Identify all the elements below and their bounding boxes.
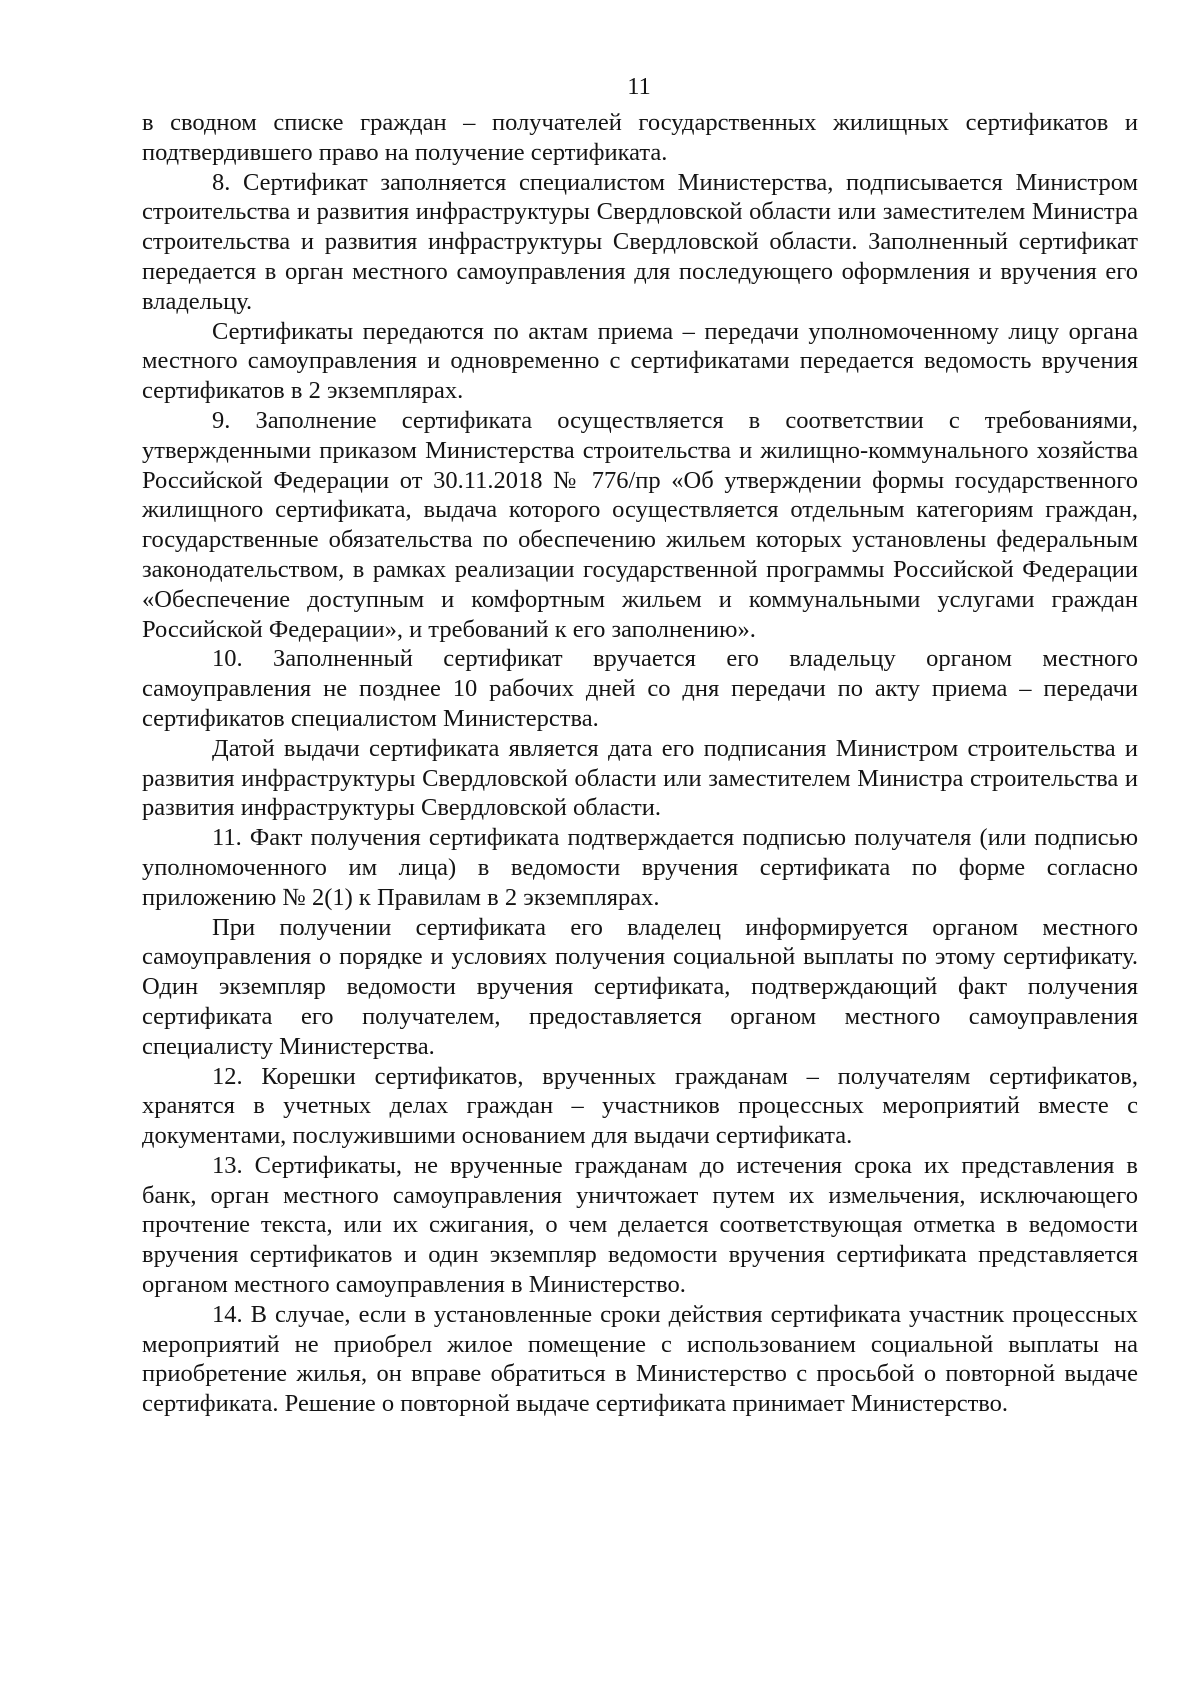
- paragraph-item-13: 13. Сертификаты, не врученные гражданам до истечения срока их представления в банк, орган местного самоуправления уничтожает путем их измельчения, исключающего прочтение текста, или их сжигания, о чем делается соответствующая отметка в ведомости вручения сертификатов и один экземпляр ведомости вручения сертификата представляется органом местного самоуправления в Министерство.: [142, 1151, 1138, 1299]
- paragraph-item-10: 10. Заполненный сертификат вручается его владельцу органом местного самоуправления не позднее 10 рабочих дней со дня передачи по акту приема – передачи сертификатов специалистом Министерства.: [142, 645, 1138, 732]
- paragraph-item-11-informing: При получении сертификата его владелец информируется органом местного самоуправления о порядке и условиях получения социальной выплаты по этому сертификату. Один экземпляр ведомости вручения сертификата, подтверждающий факт получения сертификата его получателем, предоставляется органом местного самоуправления специалисту Министерства.: [142, 913, 1138, 1060]
- paragraph-item-14: 14. В случае, если в установленные сроки действия сертификата участник процессных мероприятий не приобрел жилое помещение с использованием социальной выплаты на приобретение жилья, он вправе обратиться в Министерство с просьбой о повторной выдаче сертификата. Решение о повторной выдаче сертификата принимает Министерство.: [142, 1300, 1138, 1418]
- paragraph-continuation: в сводном списке граждан – получателей государственных жилищных сертификатов и подтвердившего право на получение сертификата.: [142, 109, 1138, 166]
- paragraph-item-10-issue-date: Датой выдачи сертификата является дата его подписания Министром строительства и развития инфраструктуры Свердловской области или заместителем Министра строительства и развития инфраструктуры Свердловской области.: [142, 734, 1138, 822]
- paragraph-item-11: 11. Факт получения сертификата подтверждается подписью получателя (или подписью уполномоченного им лица) в ведомости вручения сертификата по форме согласно приложению № 2(1) к Правилам в 2 экземплярах.: [142, 824, 1138, 911]
- page-number: 11: [627, 73, 651, 100]
- paragraph-item-8-transfer: Сертификаты передаются по актам приема – передачи уполномоченному лицу органа местного самоуправления и одновременно с сертификатами передается ведомость вручения сертификатов в 2 экземплярах.: [142, 317, 1138, 405]
- paragraph-item-12: 12. Корешки сертификатов, врученных гражданам – получателям сертификатов, хранятся в учетных делах граждан – участников процессных мероприятий вместе с документами, послужившими основанием для выдачи сертификата.: [142, 1062, 1138, 1150]
- document-page: [142, 72, 1138, 1419]
- paragraph-item-9: 9. Заполнение сертификата осуществляется в соответствии с требованиями, утвержденными приказом Министерства строительства и жилищно-коммунального хозяйства Российской Федерации от 30.11.2018 № 776/пр «Об утверждении формы государственного жилищного сертификата, выдача которого осуществляется отдельным категориям граждан, государственные обязательства по обеспечению жильем которых установлены федеральным законодательством, в рамках реализации государственной программы Российской Федерации «Обеспечение доступным и комфортным жильем и коммунальными услугами граждан Российской Федерации», и требований к его заполнению».: [142, 406, 1138, 643]
- paragraph-item-8: 8. Сертификат заполняется специалистом Министерства, подписывается Министром строительства и развития инфраструктуры Свердловской области или заместителем Министра строительства и развития инфраструктуры Свердловской области. Заполненный сертификат передается в орган местного самоуправления для последующего оформления и вручения его владельцу.: [142, 168, 1138, 315]
